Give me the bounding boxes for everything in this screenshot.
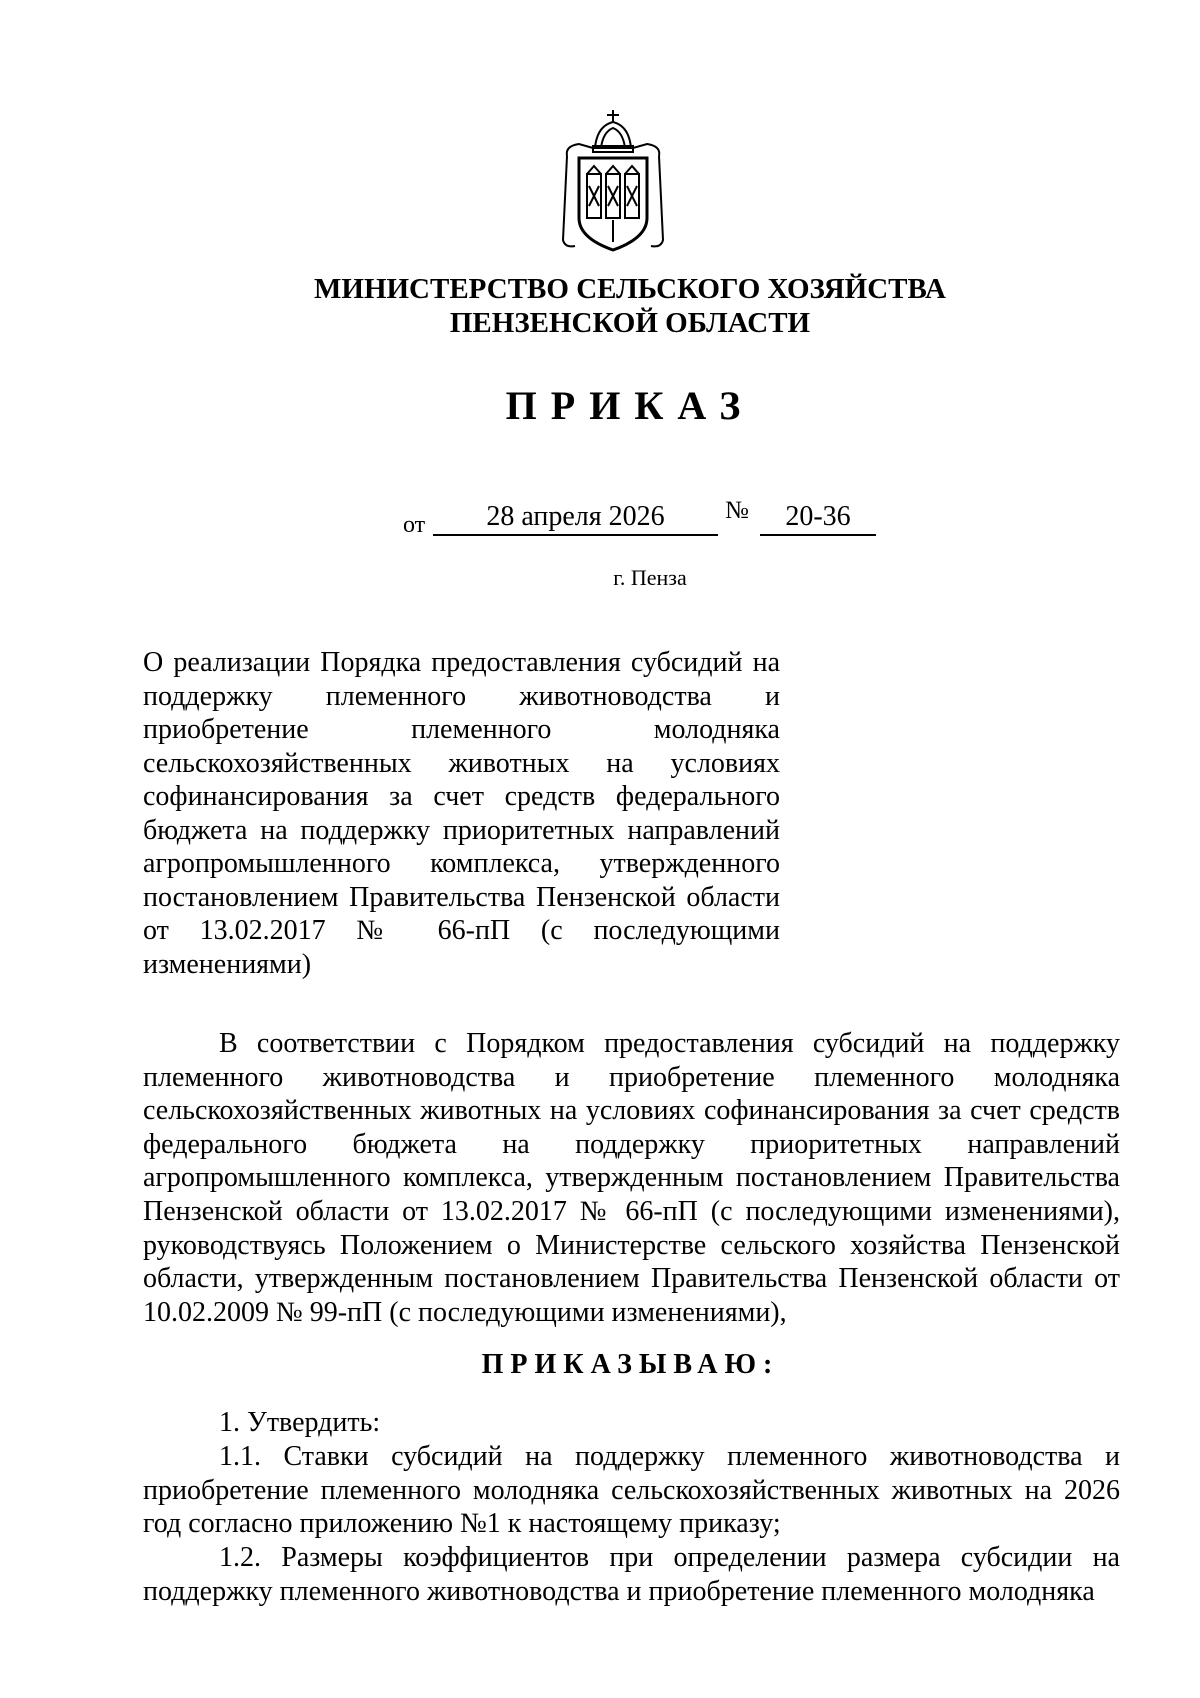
document-type-title: ПРИКАЗ [505, 383, 755, 428]
order-item-1: 1. Утвердить: [219, 1407, 381, 1438]
coat-of-arms-emblem [557, 108, 669, 258]
city-name: г. Пенза [613, 565, 687, 590]
order-subject: О реализации Порядка предоставления субсидий на поддержку племенного животноводства и приобретение племенного молодняка сельскохозяйственных животных на условиях софинансирования за счет средств федерального бюджета на поддержку приоритетных направлений агропромышленного комплекса, утвержденного постановлением Правительства Пензенской области от 13.02.2017 № 66-пП (с последующими изменениями) [143, 647, 780, 980]
date-prefix: от [403, 512, 426, 538]
preamble-paragraph: В соответствии с Порядком предоставления субсидий на поддержку племенного животноводства и приобретение племенного молодняка сельскохозяйственных животных на условиях софинансирования за счет средств федерального бюджета на поддержку приоритетных направлений агропромышленного комплекса, утвержденным постановлением Правительства Пензенской области от 13.02.2017 № 66-пП (с последующими изменениями), руководствуясь Положением о Министерстве сельского хозяйства Пензенской области, утвержденным постановлением Правительства Пензенской области от 10.02.2009 № 99-пП (с последующими изменениями), [143, 1028, 1120, 1328]
order-number: 20-36 [760, 500, 876, 536]
order-directive-heading: ПРИКАЗЫВАЮ: [481, 1349, 780, 1380]
ministry-name-line2: ПЕНЗЕНСКОЙ ОБЛАСТИ [449, 307, 811, 339]
order-item-1-1: 1.1. Ставки субсидий на поддержку племенного животноводства и приобретение племенного молодняка сельскохозяйственных животных на 2026 год согласно приложению №1 к настоящему приказу; [143, 1441, 1120, 1540]
number-sign: № [725, 497, 749, 524]
order-item-1-2: 1.2. Размеры коэффициентов при определении размера субсидии на поддержку племенного животноводства и приобретение племенного молодняка [143, 1542, 1120, 1607]
order-date: 28 апреля 2026 [433, 500, 718, 536]
ministry-name-line1: МИНИСТЕРСТВО СЕЛЬСКОГО ХОЗЯЙСТВА [314, 273, 946, 305]
